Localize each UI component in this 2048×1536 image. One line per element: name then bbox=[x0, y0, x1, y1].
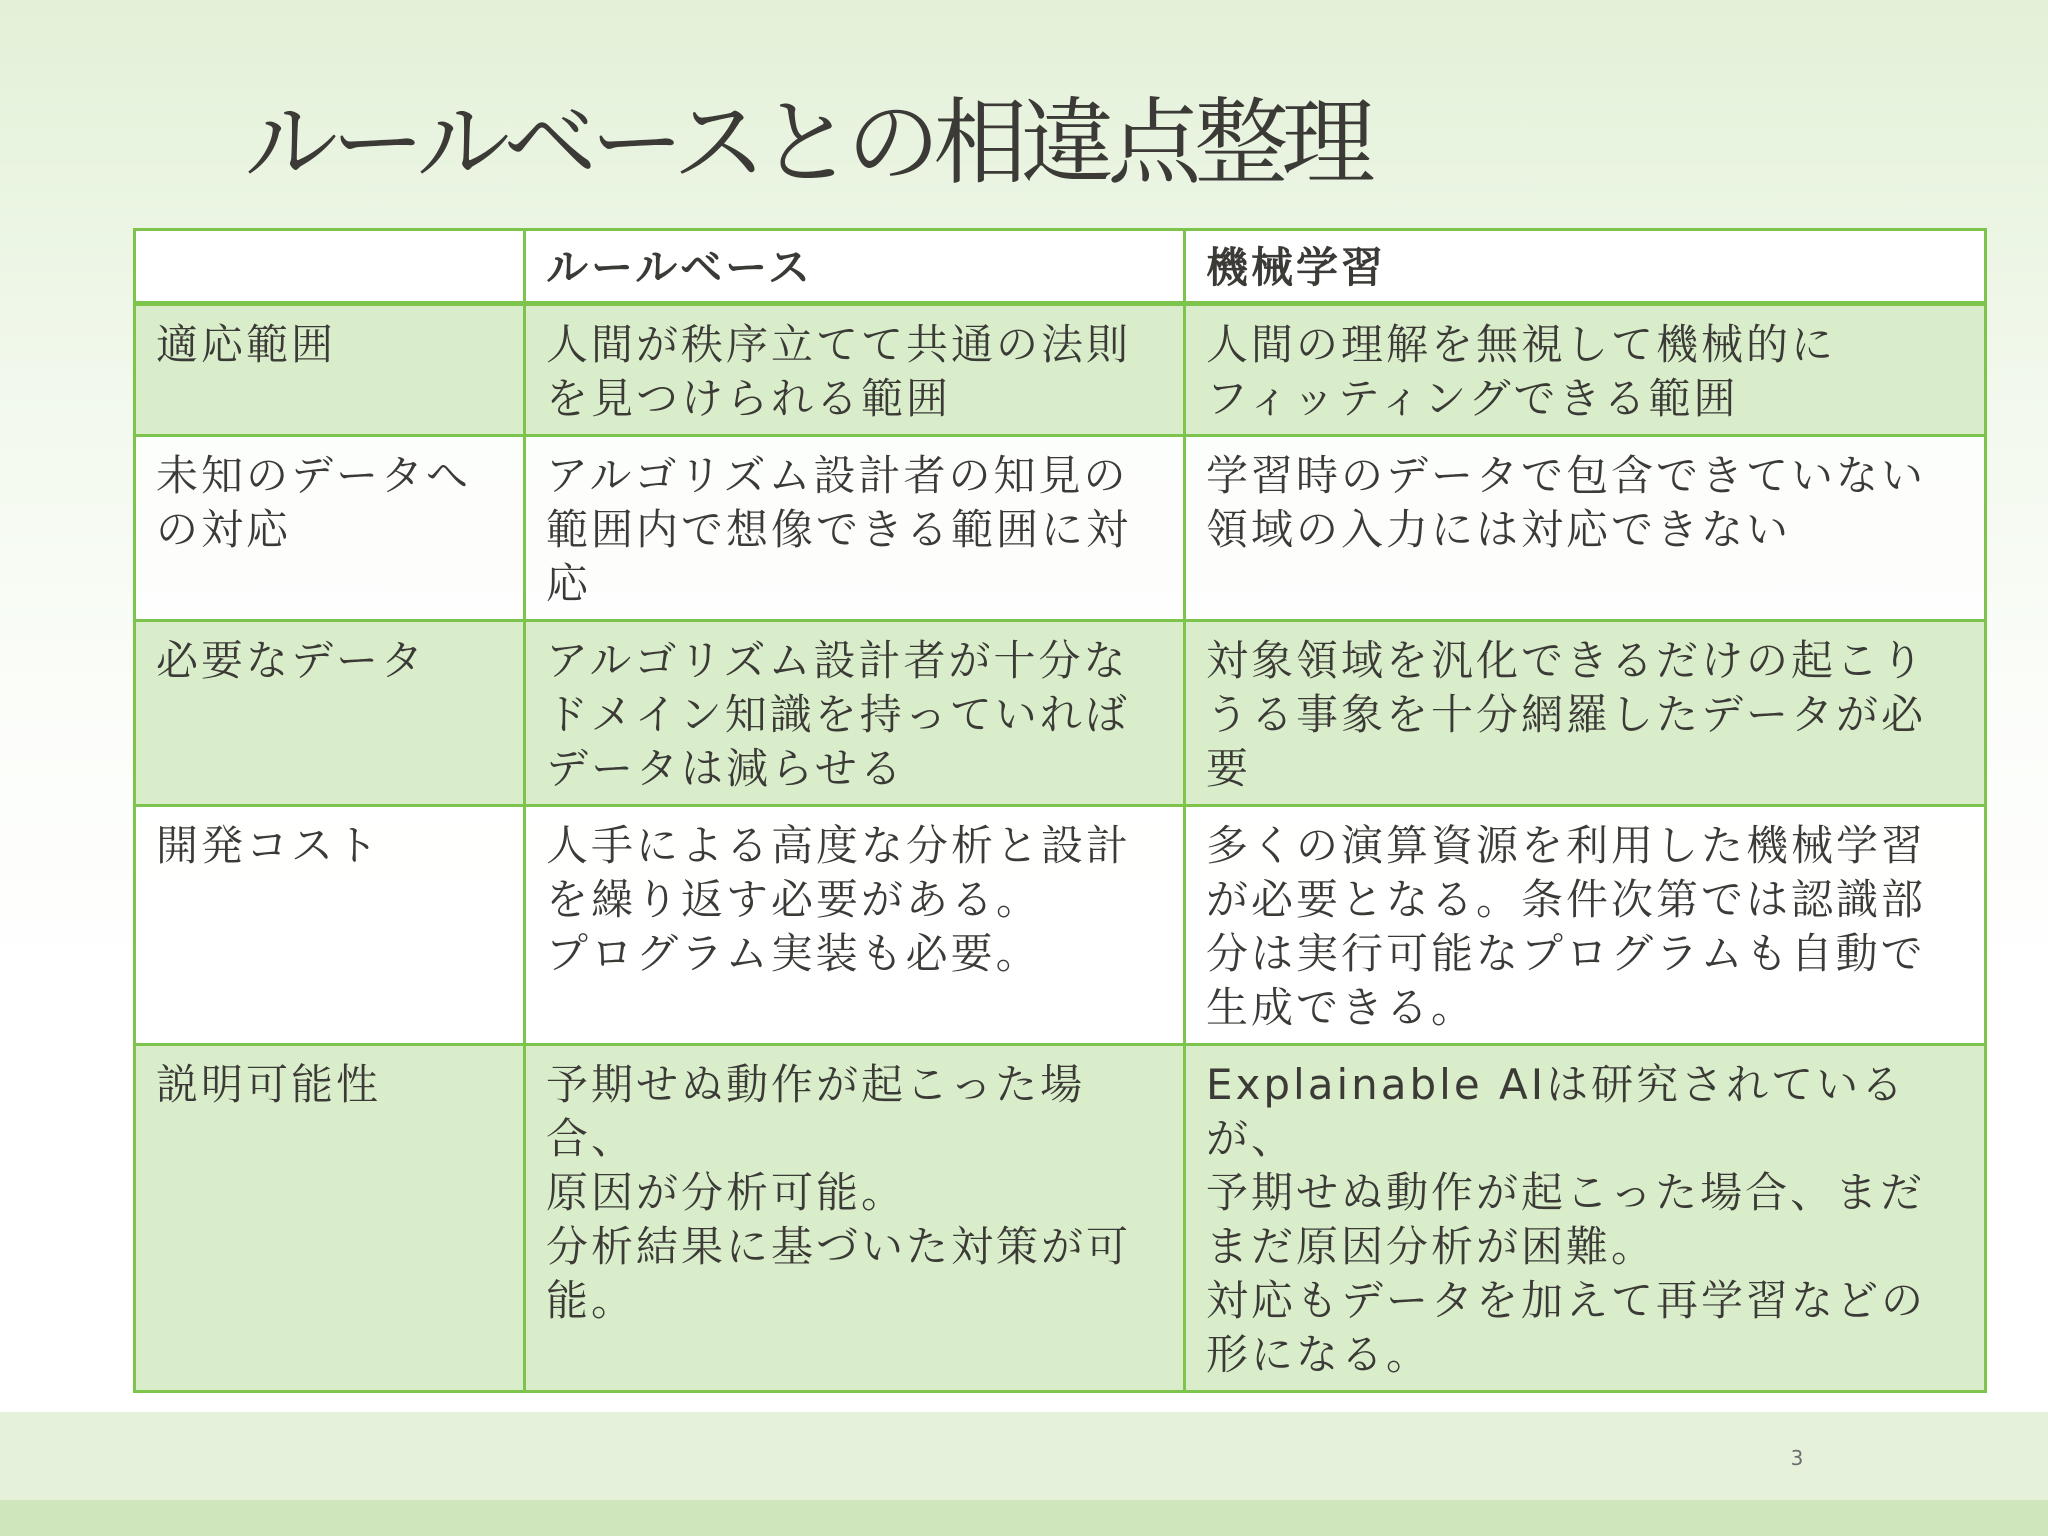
comparison-table bbox=[133, 228, 1987, 1393]
machine-learning-line: フィッティングできる範囲 bbox=[1206, 374, 1739, 423]
row-label-cell bbox=[135, 806, 525, 1045]
footer-band bbox=[0, 1412, 2048, 1500]
machine-learning-line: 形になる。 bbox=[1206, 1330, 1432, 1379]
machine-learning-cell bbox=[1185, 806, 1986, 1045]
table-row-unknown-data bbox=[135, 436, 1986, 621]
machine-learning-line: Explainable AIは研究されているが、 bbox=[1206, 1060, 1907, 1163]
header-empty-cell bbox=[135, 230, 525, 304]
row-label-line: 未知のデータへ bbox=[156, 451, 472, 500]
table-row-explainability bbox=[135, 1045, 1986, 1392]
machine-learning-line: 要 bbox=[1206, 744, 1252, 793]
machine-learning-line: が必要となる。条件次第では認識部 bbox=[1206, 875, 1927, 924]
machine-learning-line: 対応もデータを加えて再学習などの bbox=[1206, 1276, 1927, 1325]
rule-based-line: データは減らせる bbox=[546, 744, 905, 793]
rule-based-line: 範囲内で想像できる範囲に対 bbox=[546, 505, 1132, 554]
table-header-row bbox=[135, 230, 1986, 304]
rule-based-line: を見つけられる範囲 bbox=[546, 374, 952, 423]
table-row-applicable-scope bbox=[135, 304, 1986, 436]
row-label-line: 必要なデータ bbox=[156, 636, 427, 685]
machine-learning-line: 予期せぬ動作が起こった場合、まだ bbox=[1206, 1168, 1926, 1217]
rule-based-line: アルゴリズム設計者が十分な bbox=[546, 636, 1129, 685]
rule-based-line: 応 bbox=[546, 559, 592, 608]
machine-learning-line: 学習時のデータで包含できていない bbox=[1206, 451, 1927, 500]
rule-based-line: アルゴリズム設計者の知見の bbox=[546, 451, 1129, 500]
machine-learning-line: 多くの演算資源を利用した機械学習 bbox=[1206, 821, 1927, 870]
rule-based-line: プログラム実装も必要。 bbox=[546, 929, 1041, 978]
machine-learning-line: 人間の理解を無視して機械的に bbox=[1206, 320, 1837, 369]
rule-based-cell bbox=[525, 1045, 1185, 1392]
rule-based-line: 原因が分析可能。 bbox=[546, 1168, 907, 1217]
row-label-cell bbox=[135, 1045, 525, 1392]
row-label-line: の対応 bbox=[156, 505, 292, 554]
table-row-development-cost bbox=[135, 806, 1986, 1045]
machine-learning-cell bbox=[1185, 304, 1986, 436]
machine-learning-cell bbox=[1185, 621, 1986, 806]
row-label-line: 開発コスト bbox=[156, 821, 382, 870]
machine-learning-line: 対象領域を汎化できるだけの起こり bbox=[1206, 636, 1927, 685]
machine-learning-line: 領域の入力には対応できない bbox=[1206, 505, 1792, 554]
rule-based-line: 人間が秩序立てて共通の法則 bbox=[546, 320, 1132, 369]
header-rule-based: ルールベース bbox=[525, 230, 1185, 304]
machine-learning-cell bbox=[1185, 436, 1986, 621]
rule-based-cell bbox=[525, 304, 1185, 436]
machine-learning-cell bbox=[1185, 1045, 1986, 1392]
page-number: 3 bbox=[1790, 1446, 1804, 1470]
row-label-cell bbox=[135, 436, 525, 621]
footer-strip bbox=[0, 1500, 2048, 1536]
rule-based-line: 人手による高度な分析と設計 bbox=[546, 821, 1132, 870]
machine-learning-line: 生成できる。 bbox=[1206, 983, 1477, 1032]
comparison-table-container bbox=[133, 228, 1984, 1393]
slide-title: ルールベースとの相違点整理 bbox=[244, 89, 1369, 198]
row-label-line: 適応範囲 bbox=[156, 320, 337, 369]
table-row-required-data bbox=[135, 621, 1986, 806]
rule-based-line: を繰り返す必要がある。 bbox=[546, 875, 1042, 924]
row-label-line: 説明可能性 bbox=[156, 1060, 382, 1109]
rule-based-line: 分析結果に基づいた対策が可 bbox=[546, 1222, 1132, 1271]
header-machine-learning: 機械学習 bbox=[1185, 230, 1986, 304]
row-label-cell bbox=[135, 621, 525, 806]
rule-based-line: 予期せぬ動作が起こった場合、 bbox=[546, 1060, 1086, 1163]
rule-based-cell bbox=[525, 806, 1185, 1045]
rule-based-cell bbox=[525, 436, 1185, 621]
rule-based-line: 能。 bbox=[546, 1276, 637, 1325]
row-label-cell bbox=[135, 304, 525, 436]
machine-learning-line: 分は実行可能なプログラムも自動で bbox=[1206, 929, 1926, 978]
rule-based-cell bbox=[525, 621, 1185, 806]
rule-based-line: ドメイン知識を持っていれば bbox=[546, 690, 1130, 739]
machine-learning-line: まだ原因分析が困難。 bbox=[1206, 1222, 1657, 1271]
machine-learning-line: うる事象を十分網羅したデータが必 bbox=[1206, 690, 1927, 739]
